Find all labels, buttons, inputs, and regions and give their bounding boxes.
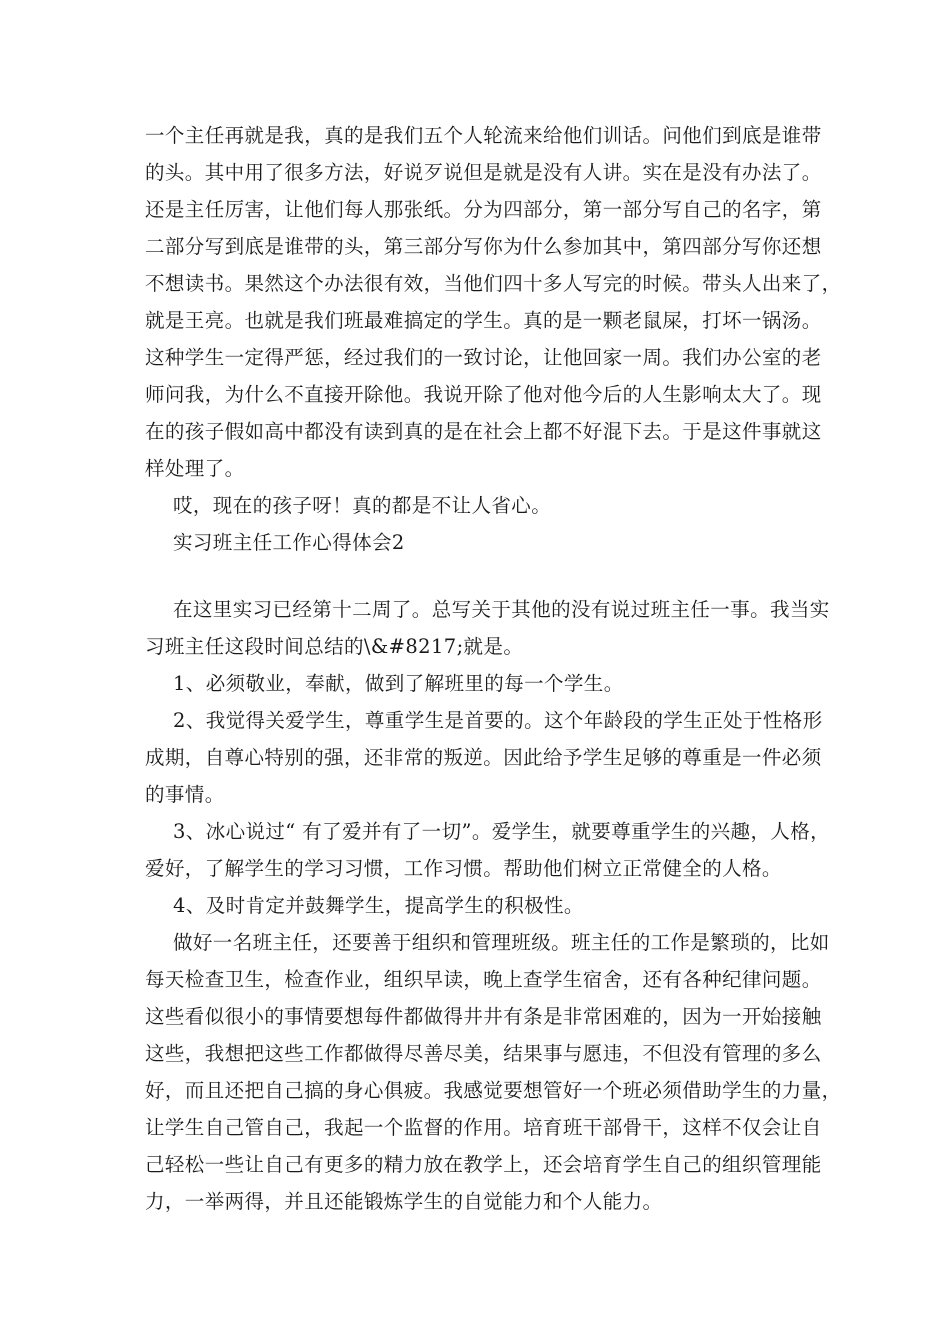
section-title: 实习班主任工作心得体会2 (173, 531, 405, 554)
body-text-line: 还是主任厉害，让他们每人那张纸。分为四部分，第一部分写自己的名字，第 (145, 198, 822, 221)
body-text-line: 在这里实习已经第十二周了。总写关于其他的没有说过班主任一事。我当实 (173, 598, 830, 621)
body-text-line: 的头。其中用了很多方法，好说歹说但是就是没有人讲。实在是没有办法了。 (145, 161, 822, 184)
body-text-line: 这些看似很小的事情要想每件都做得井井有条是非常困难的，因为一开始接触 (145, 1005, 822, 1028)
body-text-line: 习班主任这段时间总结的\&#8217;就是。 (145, 635, 524, 658)
list-item: 3、冰心说过“ 有了爱并有了一切”。爱学生，就要尊重学生的兴趣，人格， (173, 820, 831, 843)
body-text-line: 一个主任再就是我，真的是我们五个人轮流来给他们训话。问他们到底是谁带 (145, 124, 822, 147)
body-text-line: 在的孩子假如高中都没有读到真的是在社会上都不好混下去。于是这件事就这 (145, 420, 822, 443)
body-text-line: 做好一名班主任，还要善于组织和管理班级。班主任的工作是繁琐的，比如 (173, 931, 830, 954)
body-text-line: 样处理了。 (145, 457, 245, 480)
list-item: 1、必须敬业，奉献，做到了解班里的每一个学生。 (173, 672, 624, 695)
body-text-line: 二部分写到底是谁带的头，第三部分写你为什么参加其中，第四部分写你还想 (145, 235, 822, 258)
body-text-line: 好，而且还把自己搞的身心俱疲。我感觉要想管好一个班必须借助学生的力量， (145, 1079, 842, 1102)
body-text-line: 成期，自尊心特别的强，还非常的叛逆。因此给予学生足够的尊重是一件必须 (145, 746, 822, 769)
body-text-line: 这种学生一定得严惩，经过我们的一致讨论，让他回家一周。我们办公室的老 (145, 346, 822, 369)
body-text-line: 让学生自己管自己，我起一个监督的作用。培育班干部骨干，这样不仅会让自 (145, 1116, 822, 1139)
body-text-line: 就是王亮。也就是我们班最难搞定的学生。真的是一颗老鼠屎，打坏一锅汤。 (145, 309, 822, 332)
list-item: 2、我觉得关爱学生，尊重学生是首要的。这个年龄段的学生正处于性格形 (173, 709, 823, 732)
body-text-line: 的事情。 (145, 783, 225, 806)
body-text-line: 这些，我想把这些工作都做得尽善尽美，结果事与愿违，不但没有管理的多么 (145, 1042, 822, 1065)
body-text-line: 哎，现在的孩子呀！真的都是不让人省心。 (173, 494, 552, 517)
body-text-line: 力，一举两得，并且还能锻炼学生的自觉能力和个人能力。 (145, 1190, 663, 1213)
body-text-line: 不想读书。果然这个办法很有效，当他们四十多人写完的时候。带头人出来了， (145, 272, 842, 295)
list-item: 4、及时肯定并鼓舞学生，提高学生的积极性。 (173, 894, 584, 917)
body-text-line: 己轻松一些让自己有更多的精力放在教学上，还会培育学生自己的组织管理能 (145, 1153, 822, 1176)
body-text-line: 爱好，了解学生的学习习惯，工作习惯。帮助他们树立正常健全的人格。 (145, 857, 782, 880)
body-text-line: 每天检查卫生，检查作业，组织早读，晚上查学生宿舍，还有各种纪律问题。 (145, 968, 822, 991)
body-text-line: 师问我，为什么不直接开除他。我说开除了他对他今后的人生影响太大了。现 (145, 383, 822, 406)
